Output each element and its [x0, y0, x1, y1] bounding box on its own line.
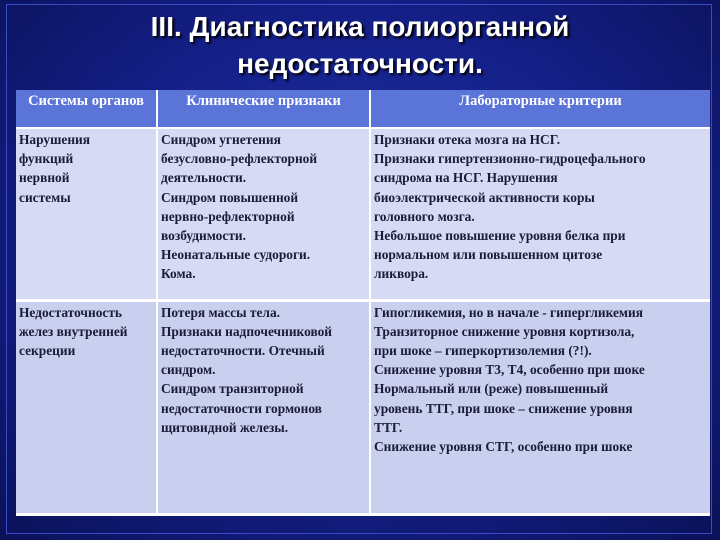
cell-system [16, 128, 157, 300]
slide-title-line-2: недостаточности. [237, 48, 483, 79]
cell-line: синдром. [161, 362, 216, 378]
cell-clinical [157, 300, 370, 514]
cell-clinical [157, 128, 370, 300]
cell-line: Синдром транзиторной [161, 381, 304, 397]
cell-line: деятельности. [161, 170, 247, 186]
slide-title-line-1: III. Диагностика полиорганной [150, 11, 570, 42]
cell-line: Гипогликемия, но в начале - гипергликемия [374, 304, 643, 320]
cell-line: Потеря массы тела. [161, 304, 280, 320]
cell-line: уровень ТТГ, при шоке – снижение уровня [374, 400, 633, 416]
cell-line: Небольшое повышение уровня белка при [374, 228, 626, 244]
cell-line: Снижение уровня Т3, Т4, особенно при шоке [374, 362, 645, 378]
column-header-systems: Системы органов [16, 90, 157, 128]
cell-line: ТТГ. [374, 419, 403, 435]
cell-line: биоэлектрической активности коры [374, 189, 595, 205]
cell-line: недостаточности. Отечный [161, 342, 325, 358]
cell-line: Синдром повышенной [161, 189, 299, 205]
cell-line: Снижение уровня СТГ, особенно при шоке [374, 438, 633, 454]
cell-line: Кома. [161, 266, 196, 282]
cell-line: безусловно-рефлекторной [161, 151, 318, 167]
cell-lab [370, 128, 710, 300]
cell-line: Неонатальные судороги. [161, 247, 311, 263]
cell-line: функций [19, 151, 74, 167]
cell-line: Признаки гипертензионно-гидроцефального [374, 151, 646, 167]
slide-title [0, 8, 720, 82]
column-header-clinical: Клинические признаки [157, 90, 370, 128]
cell-line: Недостаточность [19, 304, 122, 320]
cell-line: нервно-рефлекторной [161, 208, 295, 224]
cell-system [16, 300, 157, 514]
cell-line: Признаки отека мозга на НСГ. [374, 132, 561, 147]
cell-line: Признаки надпочечниковой [161, 323, 332, 339]
cell-line: возбудимости. [161, 228, 246, 244]
cell-line: Транзиторное снижение уровня кортизола, [374, 323, 635, 339]
table-header-row [16, 90, 710, 128]
table-row [16, 128, 710, 300]
cell-line: секреции [19, 342, 76, 358]
cell-lab [370, 300, 710, 514]
cell-line: системы [19, 189, 71, 205]
column-header-lab: Лабораторные критерии [370, 90, 710, 128]
cell-line: Синдром угнетения [161, 132, 281, 147]
cell-line: головного мозга. [374, 208, 475, 224]
cell-line: щитовидной железы. [161, 419, 289, 435]
cell-line: недостаточности гормонов [161, 400, 322, 416]
table-row [16, 300, 710, 514]
diagnostics-table [16, 90, 710, 516]
cell-line: синдрома на НСГ. Нарушения [374, 170, 558, 186]
cell-line: Нарушения [19, 132, 91, 147]
cell-line: нормальном или повышенном цитозе [374, 247, 603, 263]
cell-line: желез внутренней [19, 323, 128, 339]
cell-line: ликвора. [374, 266, 429, 282]
cell-line: Нормальный или (реже) повышенный [374, 381, 609, 397]
cell-line: нервной [19, 170, 70, 186]
cell-line: при шоке – гиперкортизолемия (?!). [374, 342, 592, 358]
